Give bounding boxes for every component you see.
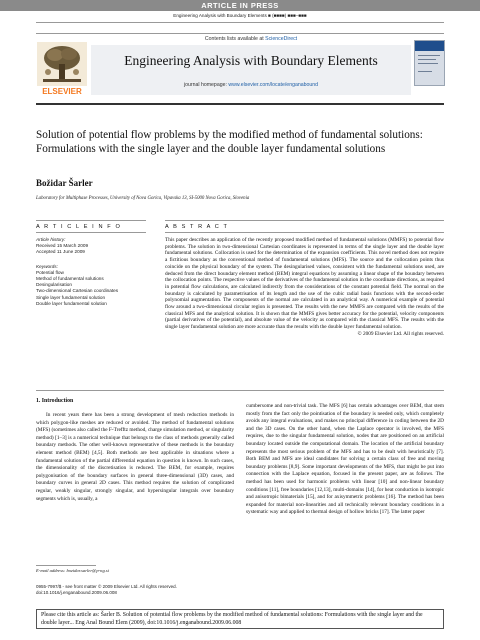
issn-footer xyxy=(36,584,234,596)
keyword-item: Potential flow xyxy=(36,269,64,275)
homepage-link[interactable]: www.elsevier.com/locate/enganabound xyxy=(228,82,319,88)
contents-line xyxy=(91,36,411,42)
abstract-end-rule xyxy=(36,390,444,391)
intro-paragraph: In recent years there has been a strong development of mesh reduction methods in which polygon-like meshes are reduced or avoided. The method of fundamental solutions (MFS) (sometimes also called the F-Trefftz method, charge simulation method, or singularity method) [1–3] is a numerical technique that belongs to the class of methods generally called boundary methods. The other well-known representative of these methods is the boundary element method (BEM) [4,5]. Both methods are best applicable in situations where a fundamental solution of the partial differential equation in question is known. In such cases, the dimensionality of the discretisation is reduced. The BEM, for example, requires polygonisation of the boundary surfaces in general three-dimensional (3D) cases, and boundary curves in general 2D cases. This method requires the solution of complicated regular, weakly singular, strongly singular, and hypersingular integrals over boundary segments which is, usually, a xyxy=(36,412,234,502)
article-info-heading: A R T I C L E I N F O xyxy=(36,224,122,230)
article-info-rule-lower xyxy=(36,232,146,233)
history-label: Article history: xyxy=(36,237,66,242)
keyword-item: Desingularisation xyxy=(36,282,72,288)
abstract xyxy=(165,237,444,338)
contents-prefix: Contents lists available at xyxy=(204,36,266,42)
section-heading-introduction: 1. Introduction xyxy=(36,398,74,404)
doi-line: doi:10.1016/j.enganabound.2009.06.008 xyxy=(36,590,117,595)
author-email-footnote: E-mail address: bozidar.sarler@p-ng.si xyxy=(36,568,109,573)
journal-title: Engineering Analysis with Boundary Elements xyxy=(124,53,378,68)
journal-cover-thumbnail xyxy=(414,40,445,86)
keyword-item: Method of fundamental solutions xyxy=(36,276,104,282)
keywords-label: Keywords: xyxy=(36,263,58,269)
homepage-prefix: journal homepage: xyxy=(183,82,229,88)
abstract-text: This paper describes an application of the recently proposed modified method of fundamental solutions (MMFS) to potential flow problems. The solution in two-dimensional Cartesian coordinates is represented in terms of the single layer and the double layer fundamental solutions. Collocation is used for the determination of the expansion coefficients. This novel method does not require a fictitious boundary as the conventional method of fundamental solutions (MFS). The source and the collocation points thus coincide on the physical boundary of the system. The desingularised values, consistent with the fundamental solutions used, are deduced from the direct boundary element method (BEM) integral equations by assuming a linear shape of the boundary between the collocation points. The respective values of the derivatives of the fundamental solution in the coordinate directions, as required in potential flow calculations, are calculated indirectly from the considerations of the constant potential field. The normal on the boundary is calculated by parametrisation of its length and the use of the cubic radial basis functions with the second-order polynomial augmentation. The components of the normal are calculated in an analytical way. A numerical example of potential flow around a two-dimensional circular region is presented. The results with the new MMFS are compared with the results of the classical MFS and the analytical solution. It is shown that the MMFS gives better accuracy for the potential, velocity components (partial derivatives of the potential), and absolute value of the velocity as compared with the classical MFS. The results with the single layer fundamental solution are more accurate than the results with the double layer fundamental solution. xyxy=(165,237,444,331)
body-column-left xyxy=(36,412,234,503)
header-rule-bottom xyxy=(36,103,444,105)
article-info xyxy=(36,237,146,307)
running-head: Engineering Analysis with Boundary Elements ■ (■■■■) ■■■–■■■ xyxy=(173,13,307,18)
received-date: Received 15 March 2009 xyxy=(36,243,89,249)
keyword-item: Two-dimensional Cartesian coordinates xyxy=(36,288,119,294)
article-in-press-banner: ARTICLE IN PRESS xyxy=(0,0,480,11)
abstract-rule xyxy=(165,220,444,221)
author-name: Božidar Šarler xyxy=(36,178,93,188)
author-affiliation: Laboratory for Multiphase Processes, University of Nova Gorica, Vipavska 13, SI-5000 Nova Gorica, Slovenia xyxy=(36,196,250,201)
journal-homepage xyxy=(91,82,411,88)
elsevier-tree-logo xyxy=(37,42,87,86)
article-info-rule xyxy=(36,220,146,221)
issn-line: 0955-7997/$ - see front matter © 2009 Elsevier Ltd. All rights reserved. xyxy=(36,584,177,589)
abstract-rule-lower xyxy=(165,232,444,233)
abstract-heading: A B S T R A C T xyxy=(165,224,229,230)
header-rule-upper xyxy=(36,33,444,34)
keyword-item: Double layer fundamental solution xyxy=(36,300,107,306)
intro-paragraph-continued: cumbersome and non-trivial task. The MFS [6] has certain advantages over BEM, that stem mostly from the fact only the pointisation of the boundary is needed only, which completely avoids any integral evaluations, and makes no principal difference in coding between the 2D and the 3D cases. On the other hand, when the Laplace operator is involved, the MFS requires, due to the singular fundamental solution, nodes that are positioned on an artificial boundary located outside the computational domain. The location of the artificial boundary represents the most serious problem of the MFS and has to be dealt with heuristically [7]. Both BEM and MFS are ideal candidates for solving a certain class of free and moving boundary problems [8,9]. Some important developments of the MFS, that might be put into connection with the Laplace equation, focused in the present paper, are as follows. The method has been used for harmonic problems with linear [10] and non-linear boundary conditions [11], free boundaries [12,13], multi-domains [14], for heat conduction in isotropic and anisotropic bimaterials [15], and for axisymmetric problems [16]. The method has been expanded for material non-linearities and all technically relevant boundary conditions in a systematic way and applied to thermal design of hollow bricks [17]. The latter paper xyxy=(246,403,444,516)
header-rule-top xyxy=(36,22,444,23)
body-column-right xyxy=(246,403,444,517)
article-title: Solution of potential flow problems by the modified method of fundamental solutions: Formulations with the single layer and the double layer fundamental solutions xyxy=(36,129,423,155)
sciencedirect-link[interactable]: ScienceDirect xyxy=(265,36,298,42)
keyword-item: Single layer fundamental solution xyxy=(36,294,106,300)
accepted-date: Accepted 11 June 2009 xyxy=(36,249,85,255)
footnote-rule xyxy=(36,565,96,566)
abstract-copyright: © 2009 Elsevier Ltd. All rights reserved. xyxy=(357,330,444,337)
citation-box: Please cite this article as: Šarler B. Solution of potential flow problems by the modified method of fundamental solutions: Formulations with the single layer and the double layer... Eng Anal Bound Elem (2009), doi:10.1016/j.enganabound.2009.06.008 xyxy=(36,609,444,629)
publisher-logo-text: ELSEVIER xyxy=(42,87,82,96)
